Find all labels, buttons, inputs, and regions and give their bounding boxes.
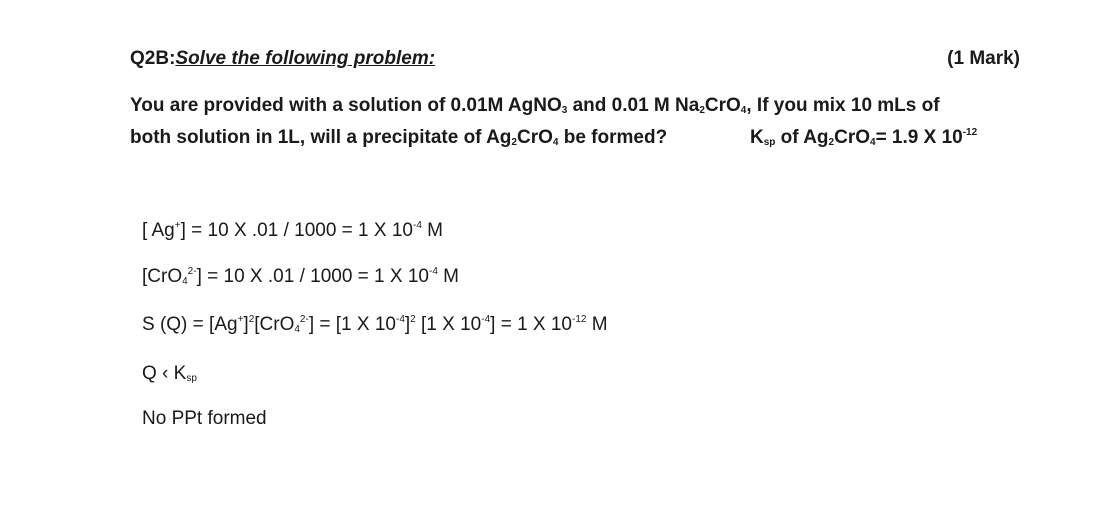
problem-line-2 <box>130 126 667 150</box>
text: = 1.9 X 10 <box>875 127 963 148</box>
text: and 0.01 M Na <box>567 95 700 116</box>
superscript: -4 <box>428 266 438 277</box>
superscript: -4 <box>395 314 405 325</box>
superscript: 2 <box>248 314 255 325</box>
subscript: 2 <box>828 137 835 148</box>
subscript: sp <box>763 137 776 148</box>
superscript: -12 <box>572 314 587 325</box>
text: of Ag <box>775 127 829 148</box>
subscript: 2 <box>511 137 517 148</box>
subscript: 2 <box>699 105 705 116</box>
subscript: 3 <box>561 105 568 116</box>
superscript: -4 <box>481 314 491 325</box>
working-conclusion: No PPt formed <box>142 408 267 429</box>
text: [CrO <box>254 314 295 335</box>
text: CrO <box>834 127 870 148</box>
subscript: 4 <box>870 137 876 148</box>
text: ] <box>243 314 249 335</box>
text: M <box>421 220 444 241</box>
text: [1 X 10 <box>415 314 482 335</box>
superscript: + <box>237 314 244 325</box>
superscript: 2- <box>299 314 309 325</box>
ksp-value <box>750 126 977 150</box>
text: K <box>750 127 764 148</box>
question-heading <box>130 47 435 71</box>
superscript: + <box>174 220 181 231</box>
text: , If you mix 10 mLs of <box>746 95 940 116</box>
text: S (Q) = [Ag <box>142 314 238 335</box>
text: You are provided with a solution of 0.01M AgNO <box>130 95 562 116</box>
text: ] <box>404 314 411 335</box>
superscript: 2 <box>410 314 416 325</box>
text: [ Ag <box>142 220 175 241</box>
text: CrO <box>704 95 741 116</box>
text: ] = 10 X .01 / 1000 = 1 X 10 <box>180 220 413 241</box>
text: [CrO <box>142 266 183 287</box>
working-cro4-concentration <box>142 265 459 289</box>
subscript: 4 <box>740 105 747 116</box>
subscript: 4 <box>182 276 188 287</box>
text: be formed? <box>558 127 668 148</box>
text: M <box>586 314 608 335</box>
superscript: 2- <box>187 266 197 277</box>
question-instruction: Solve the following problem: <box>175 48 436 69</box>
subscript: 4 <box>552 137 559 148</box>
text: both solution in 1L, will a precipitate of Ag <box>130 127 512 148</box>
question-marks: (1 Mark) <box>947 48 1020 69</box>
superscript: -12 <box>962 127 978 138</box>
working-comparison <box>142 362 197 386</box>
text: CrO <box>516 127 553 148</box>
subscript: sp <box>186 373 197 384</box>
working-ag-concentration <box>142 219 443 243</box>
text: ] = 1 X 10 <box>490 314 573 335</box>
question-label: Q2B: <box>130 48 176 69</box>
text: ] = [1 X 10 <box>308 314 396 335</box>
working-ion-product <box>142 313 608 337</box>
text: Q ‹ K <box>142 363 187 384</box>
text: ] = 10 X .01 / 1000 = 1 X 10 <box>196 266 429 287</box>
superscript: -4 <box>413 220 422 231</box>
text: M <box>437 266 459 287</box>
problem-line-1 <box>130 94 940 118</box>
subscript: 4 <box>294 324 300 335</box>
